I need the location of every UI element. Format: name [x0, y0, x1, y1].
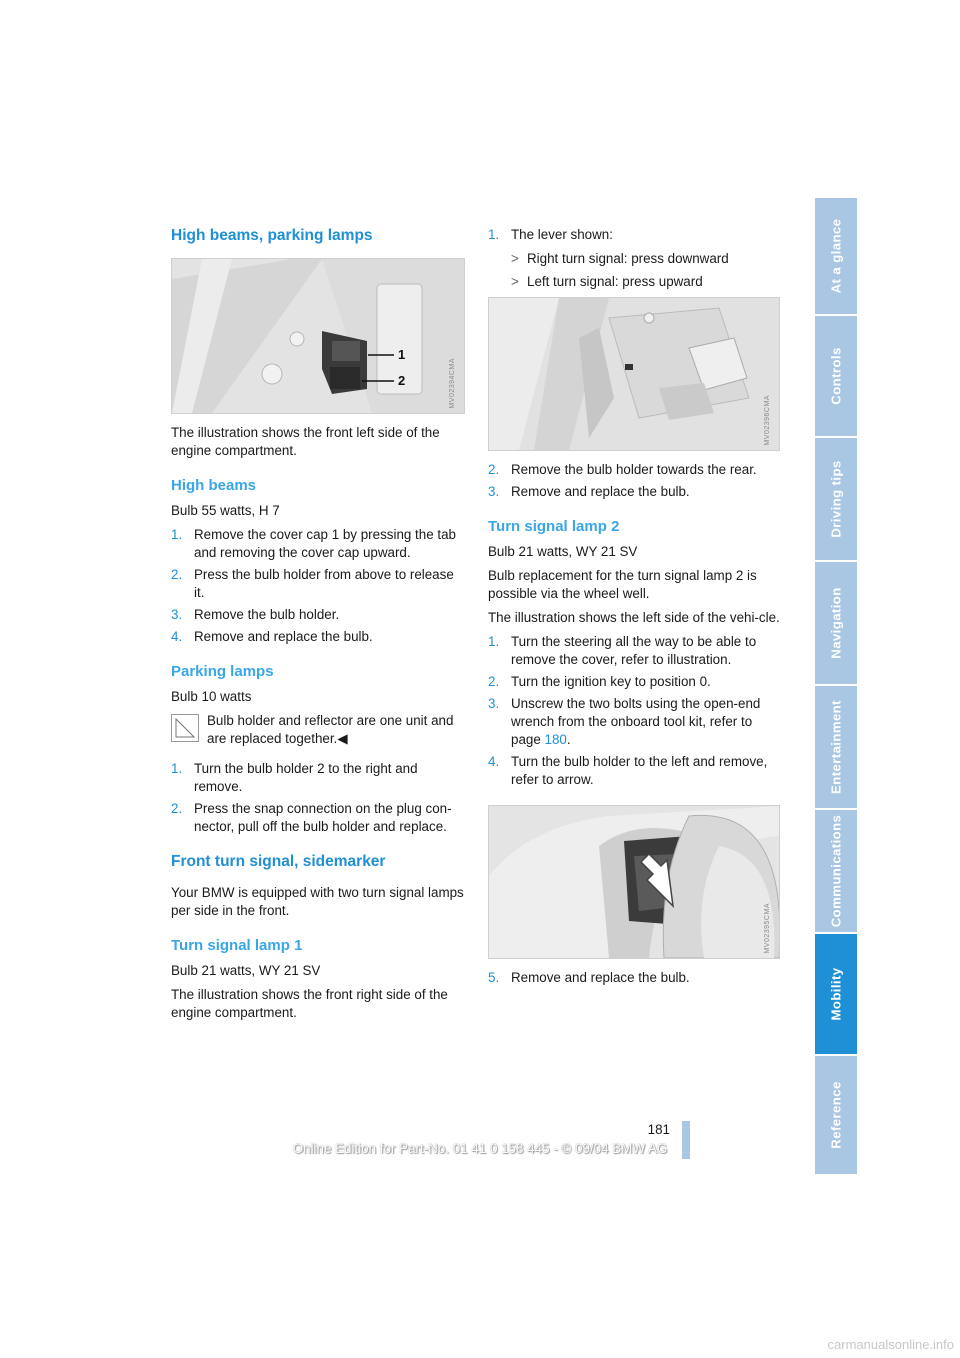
- tab-entertainment[interactable]: Entertainment: [815, 686, 857, 810]
- list-item: 5. Remove and replace the bulb.: [488, 970, 690, 985]
- note-text: Bulb holder and reflector are one unit and are replaced together.◀: [207, 713, 454, 746]
- list-item: 2. Press the bulb holder from above to release it.: [171, 567, 454, 600]
- figure-engine-compartment-left: [171, 258, 465, 414]
- chapter-tabs: [815, 198, 857, 1176]
- figure-turn-signal-lever: [488, 297, 780, 451]
- list-item: 1. The lever shown: > Right turn signal: press downward > Left turn signal: press upward: [488, 226, 780, 291]
- tab-driving-tips[interactable]: Driving tips: [815, 438, 857, 562]
- list-item: 4. Remove and replace the bulb.: [171, 629, 373, 644]
- page-number: 181: [647, 1122, 670, 1137]
- callout-1: 1: [398, 347, 406, 362]
- tab-reference[interactable]: Reference: [815, 1056, 857, 1176]
- list-item: 1. Remove the cover cap 1 by pressing the tab and removing the cover cap upward.: [171, 527, 457, 560]
- list-item: 2. Press the snap connection on the plug con-nector, pull off the bulb holder and replace.: [171, 801, 452, 834]
- figure-wheel-well: [488, 805, 780, 959]
- callout-2: 2: [398, 373, 406, 388]
- bulb-spec-turn2: Bulb 21 watts, WY 21 SV: [488, 544, 638, 559]
- list-item: 1. Turn the bulb holder 2 to the right and remove.: [171, 761, 418, 794]
- bulb-spec-turn1: Bulb 21 watts, WY 21 SV: [171, 963, 321, 978]
- intro-text: The illustration shows the front left side of the engine compartment.: [171, 425, 440, 458]
- parking-steps: [171, 760, 467, 836]
- high-beams-steps: [171, 526, 467, 646]
- subsection-title-turn-signal-1: Turn signal lamp 1: [171, 937, 303, 954]
- wheel-well-illustration: [489, 806, 779, 958]
- front-turn-text: Your BMW is equipped with two turn signal lamps per side in the front.: [171, 885, 464, 918]
- list-item: 1. Turn the steering all the way to be able to remove the cover, refer to illustration.: [488, 634, 757, 667]
- turn1-steps: [488, 461, 780, 501]
- note-box: [171, 712, 467, 752]
- tab-navigation[interactable]: Navigation: [815, 562, 857, 686]
- list-item: 2. Turn the ignition key to position 0.: [488, 674, 711, 689]
- list-item: 4. Turn the bulb holder to the left and remove, refer to arrow.: [488, 754, 768, 787]
- footer-edition-text: Online Edition for Part-No. 01 41 0 158 445 - © 09/04 BMW AG: [292, 1141, 668, 1156]
- section-title-front-turn-signal: Front turn signal, sidemarker: [171, 853, 386, 870]
- turn2-text-2: The illustration shows the left side of the vehi-cle.: [488, 610, 780, 625]
- figure-code: MV02395CMA: [764, 903, 771, 954]
- engine-illustration-2: [489, 298, 779, 450]
- lever-sub-list: [511, 250, 780, 291]
- bulb-spec-parking: Bulb 10 watts: [171, 689, 252, 704]
- list-item: 3. Remove the bulb holder.: [171, 607, 340, 622]
- tab-controls[interactable]: Controls: [815, 316, 857, 438]
- list-item: > Left turn signal: press upward: [511, 274, 703, 289]
- subsection-title-turn-signal-2: Turn signal lamp 2: [488, 518, 620, 535]
- list-item: 2. Remove the bulb holder towards the rear.: [488, 462, 757, 477]
- tab-communications[interactable]: Communications: [815, 810, 857, 934]
- figure-code: MV02396CMA: [764, 395, 771, 446]
- lever-steps: [488, 226, 780, 291]
- note-triangle-icon: [171, 714, 199, 742]
- tab-at-a-glance[interactable]: At a glance: [815, 198, 857, 316]
- list-item: 3. Remove and replace the bulb.: [488, 484, 690, 499]
- page-link-180[interactable]: 180: [544, 732, 567, 747]
- engine-illustration-1: [172, 259, 464, 413]
- turn2-steps: [488, 633, 780, 789]
- turn2-text-1: Bulb replacement for the turn signal lamp 2 is possible via the wheel well.: [488, 568, 757, 601]
- section-title-high-beams-parking: High beams, parking lamps: [171, 227, 373, 244]
- subsection-title-parking-lamps: Parking lamps: [171, 663, 274, 680]
- right-column: [488, 226, 780, 993]
- turn1-text: The illustration shows the front right side of the engine compartment.: [171, 987, 448, 1020]
- tab-mobility[interactable]: Mobility: [815, 934, 857, 1056]
- figure-code: MV02394CMA: [449, 358, 456, 409]
- watermark: carmanualsonline.info: [827, 1337, 954, 1352]
- subsection-title-high-beams: High beams: [171, 477, 257, 494]
- bulb-spec-high-beams: Bulb 55 watts, H 7: [171, 503, 280, 518]
- final-step: [488, 969, 780, 987]
- list-item: 3. Unscrew the two bolts using the open-end wrench from the onboard tool kit, refer to page 180.: [488, 696, 761, 747]
- left-column: [171, 226, 467, 1028]
- list-item: > Right turn signal: press downward: [511, 251, 729, 266]
